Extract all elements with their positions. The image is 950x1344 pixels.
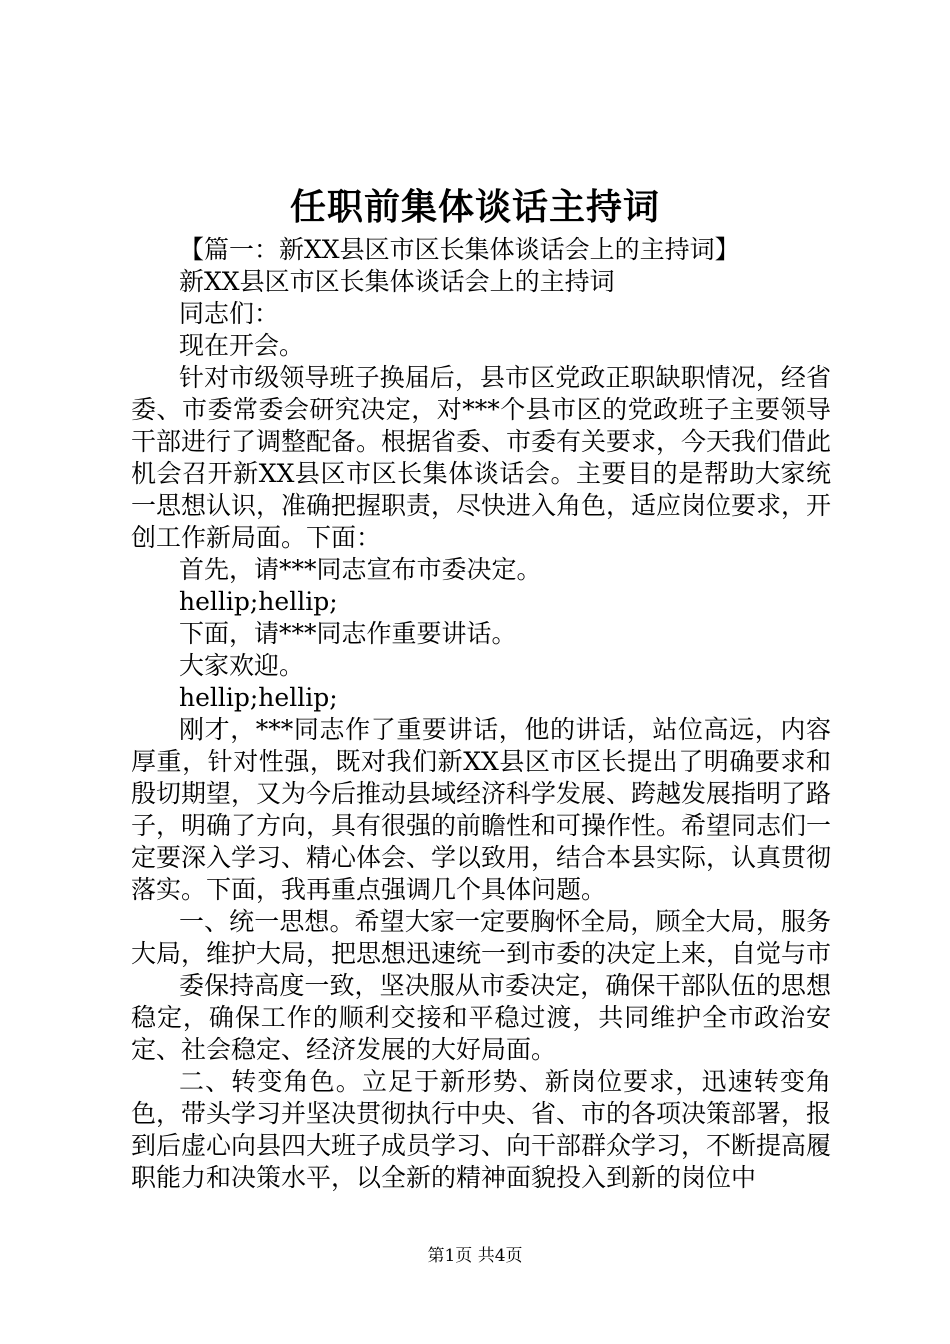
paragraph-welcome: 大家欢迎。: [179, 651, 305, 680]
paragraph-first-item: 首先，请***同志宣布市委决定。: [179, 555, 542, 584]
paragraph-next-speech: 下面，请***同志作重要讲话。: [179, 619, 517, 648]
paragraph-point-one: 一、统一思想。希望大家一定要胸怀全局，顾全大局，服务大局，维护大局，把思想迅速统一到市委的决定上来，自觉与市: [131, 907, 832, 968]
paragraph-opening: 现在开会。: [179, 331, 305, 360]
document-body: [131, 234, 831, 1194]
paragraph-ellipsis: hellip;hellip;: [179, 587, 338, 616]
paragraph-greeting: 同志们：: [179, 299, 280, 328]
paragraph-subtitle: 新XX县区市区长集体谈话会上的主持词: [179, 267, 615, 296]
paragraph-section-heading: 【篇一：新XX县区市区长集体谈话会上的主持词】: [179, 235, 740, 264]
paragraph-ellipsis: hellip;hellip;: [179, 683, 338, 712]
document-title: 任职前集体谈话主持词: [289, 187, 660, 228]
paragraph-point-one-continued: 委保持高度一致，坚决服从市委决定，确保干部队伍的思想稳定，确保工作的顺利交接和平稳过渡，共同维护全市政治安定、社会稳定、经济发展的大好局面。: [131, 971, 831, 1064]
paragraph-point-two: 二、转变角色。立足于新形势、新岗位要求，迅速转变角色，带头学习并坚决贯彻执行中央、省、市的各项决策部署，报到后虚心向县四大班子成员学习、向干部群众学习，不断提高履职能力和决策水平，以全新的精神面貌投入到新的岗位中: [131, 1067, 832, 1192]
page-footer: 第1页 共4页: [427, 1246, 523, 1266]
paragraph-background: 针对市级领导班子换届后，县市区党政正职缺职情况，经省委、市委常委会研究决定，对***个县市区的党政班子主要领导干部进行了调整配备。根据省委、市委有关要求，今天我们借此机会召开新XX县区市区长集体谈话会。主要目的是帮助大家统一思想认识，准确把握职责，尽快进入角色，适应岗位要求，开创工作新局面。下面：: [131, 363, 832, 552]
paragraph-summary: 刚才，***同志作了重要讲话，他的讲话，站位高远，内容厚重，针对性强，既对我们新XX县区市区长提出了明确要求和殷切期望，又为今后推动县域经济科学发展、跨越发展指明了路子，明确了方向，具有很强的前瞻性和可操作性。希望同志们一定要深入学习、精心体会、学以致用，结合本县实际，认真贯彻落实。下面，我再重点强调几个具体问题。: [131, 715, 832, 904]
